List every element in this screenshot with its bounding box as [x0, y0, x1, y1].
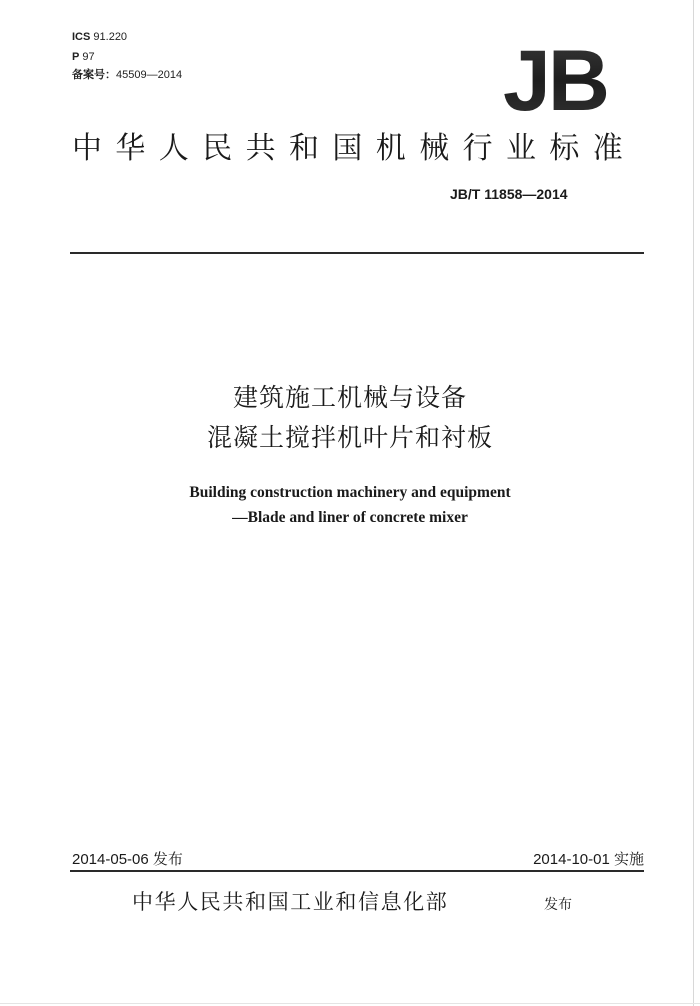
jb-logo — [480, 38, 630, 116]
record-label: 备案号： — [72, 69, 116, 81]
p-value: 97 — [82, 51, 95, 63]
implementation-date: 2014-10-01 实施 — [533, 851, 644, 868]
title-en-line1: Building construction machinery and equipment — [189, 484, 511, 501]
record-value: 45509—2014 — [116, 69, 183, 81]
footer-rule — [70, 870, 644, 872]
title-zh-line2: 混凝土搅拌机叶片和衬板 — [206, 423, 493, 452]
ics-value: 91.220 — [93, 31, 128, 43]
record-number — [72, 68, 182, 82]
p-label: P — [72, 51, 80, 63]
org-title: 中华人民共和国机械行业标准 — [72, 131, 637, 166]
title-zh-line1: 建筑施工机械与设备 — [232, 383, 467, 412]
p-code — [72, 50, 95, 64]
issuer-suffix: 发布 — [544, 897, 572, 913]
header-rule — [70, 252, 644, 254]
jb-logo-text: JB — [503, 38, 607, 116]
ics-label: ICS — [72, 31, 91, 43]
title-en-line2: —Blade and liner of concrete mixer — [232, 509, 468, 526]
page-edge — [0, 1003, 700, 1004]
ics-code — [72, 30, 127, 44]
page-edge — [693, 0, 694, 1006]
standard-number: JB/T 11858—2014 — [450, 186, 568, 202]
issue-date: 2014-05-06 发布 — [72, 851, 183, 868]
issuer-name: 中华人民共和国工业和信息化部 — [132, 890, 449, 914]
